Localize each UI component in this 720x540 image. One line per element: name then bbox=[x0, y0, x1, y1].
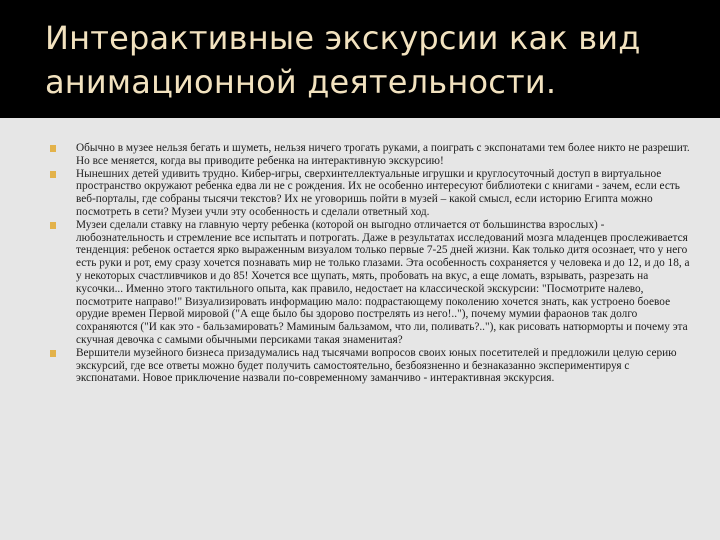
bullet-text: Музеи сделали ставку на главную черту ребенка (которой он выгодно отличается от большинства взрослых) - любознательность и стремление все испытать и потрогать. Даже в результатах исследований мозга младенцев прослеживается тенденция: ребенок остается ярко выраженным визуалом только первые 7-25 дней жизни. Как только дитя осознает, что у него есть руки и рот, ему сразу хочется познавать мир не только глазами. Эта особенность сохраняется у человека и до 12, и до 18, а у некоторых счастливчиков и до 85! Хочется все щупать, мять, пробовать на вкус, а еще ломать, взрывать, разрезать на кусочки... Именно этого тактильного опыта, как правило, недостает на классической экскурсии: "Посмотрите налево, посмотрите направо!" Визуализировать информацию мало: подрастающему поколению хочется знать, как устроено боевое орудие времен Первой мировой ("А еще было бы здорово пострелять из него!.."), почему мумии фараонов так долго сохраняются ("И как это - бальзамировать? Маминым бальзамом, что ли, поливать?.."), как рисовать натюрморты и почему эта скучная девочка с самыми обычными персиками такая знаменитая? bbox=[76, 218, 690, 346]
square-bullet-icon bbox=[50, 145, 56, 152]
square-bullet-icon bbox=[50, 171, 56, 178]
bullet-item bbox=[50, 142, 695, 168]
bullet-text: Вершители музейного бизнеса призадумались над тысячами вопросов своих юных посетителей и предложили целую серию экскурсий, где все ответы можно будет получить самостоятельно, безбоязненно и безнаказанно экспериментируя с экспонатами. Новое приключение назвали по-современному заманчиво - интерактивная экскурсия. bbox=[76, 346, 677, 385]
bullet-text: Обычно в музее нельзя бегать и шуметь, нельзя ничего трогать руками, а поиграть с экспонатами тем более никто не разрешит. Но все меняется, когда вы приводите ребенка на интерактивную экскурсию! bbox=[76, 142, 690, 167]
bullet-item bbox=[50, 219, 695, 347]
bullet-list bbox=[50, 142, 695, 385]
slide-title: Интерактивные экскурсии как вид анимационной деятельности. bbox=[45, 19, 641, 101]
bullet-text: Нынешних детей удивить трудно. Кибер-игры, сверхинтеллектуальные игрушки и круглосуточный доступ в виртуальное пространство окружают ребенка едва ли не с рождения. Их не особенно интересуют библиотеки с книгами - зачем, если есть веб-порталы, где собраны тысячи текстов? Их не уговоришь пойти в музей – какой смысл, если историю Египта можно посмотреть в сети? Музеи учли эту особенность и сделали ответный ход. bbox=[76, 167, 680, 218]
square-bullet-icon bbox=[50, 222, 56, 229]
bullet-item bbox=[50, 347, 695, 385]
bullet-item bbox=[50, 168, 695, 219]
square-bullet-icon bbox=[50, 350, 56, 357]
